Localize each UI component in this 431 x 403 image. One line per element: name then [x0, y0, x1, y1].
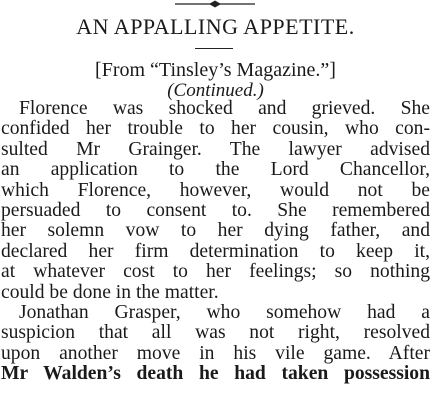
article-title: AN APPALLING APPETITE. — [76, 14, 355, 39]
paragraph-1-line: which Florence, however, would not be — [1, 179, 430, 201]
paragraph-1-line: declared her firm determination to keep it, — [1, 240, 430, 262]
paragraph-1-line: her solemn vow to her dying father, and — [1, 220, 430, 242]
paragraph-1-line: could be done in the matter. — [1, 281, 219, 303]
ornament-divider-icon — [175, 0, 255, 8]
paragraph-1-line: sulted Mr Grainger. The lawyer advised — [1, 138, 430, 160]
paragraph-1-line: Florence was shocked and grieved. She — [19, 98, 430, 119]
paragraph-1-line: an application to the Lord Chancellor, — [1, 159, 430, 181]
paragraph-1-line: at whatever cost to her feelings; so nothing — [1, 261, 430, 283]
article-body — [1, 99, 430, 384]
paragraph-1-line: confided her trouble to her cousin, who con- — [1, 118, 430, 140]
continued-note: (Continued.) — [167, 80, 264, 101]
paragraph-2-line: Mr Walden’s death he had taken possession — [1, 363, 430, 385]
title-divider — [195, 48, 233, 49]
paragraph-2-line: Jonathan Grasper, who somehow had a — [19, 301, 430, 323]
paragraph-1-line: persuaded to consent to. She remembered — [1, 199, 430, 221]
paragraph-2-line: suspicion that all was not right, resolved — [1, 322, 430, 344]
article-source: [From “Tinsley’s Magazine.”] — [95, 59, 336, 81]
paragraph-2-line: upon another move in his vile game. After — [1, 342, 430, 364]
